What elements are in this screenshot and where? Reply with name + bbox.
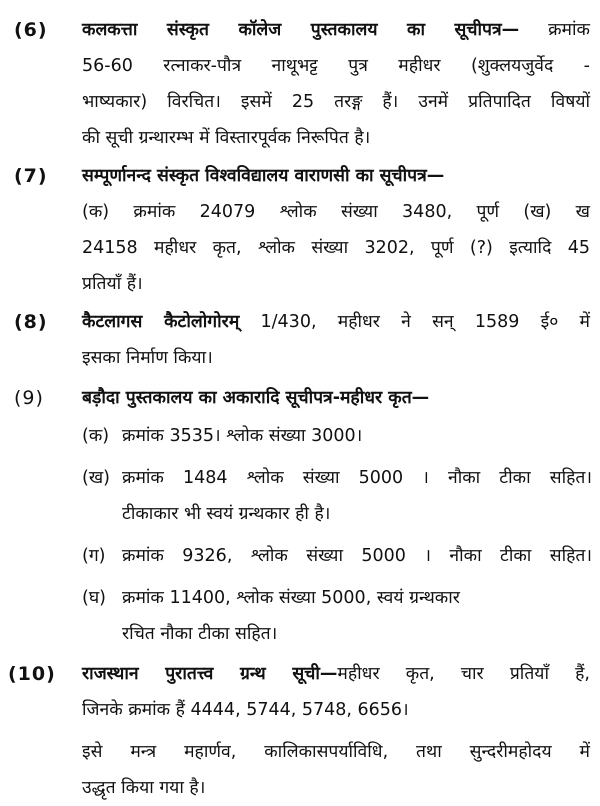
subitem-line: क्रमांक 3535। श्लोक संख्या 3000।	[122, 426, 363, 446]
entry-number: (9)	[14, 387, 44, 409]
subitem-line: रचित नौका टीका सहित।	[122, 624, 278, 644]
entry-line: 56-60 रत्नाकर-पौत्र नाथूभट्ट पुत्र महीधर (शुक्लयजुर्वेद -	[82, 56, 590, 76]
entry-title: कलकत्ता संस्कृत कॉलेज पुस्तकालय का सूचीपत्र—	[82, 20, 520, 40]
entry-line: भाष्यकार) विरचित। इसमें 25 तरङ्ग हैं। उनमें प्रतिपादित विषयों	[82, 92, 590, 112]
subitem-line: टीकाकार भी स्वयं ग्रन्थकार ही है।	[122, 504, 331, 524]
entry-body: कलकत्ता संस्कृत कॉलेज पुस्तकालय का सूचीपत्र— क्रमांक 56-60 रत्नाकर-पौत्र नाथूभट्ट पुत्र महीधर (शुक्लयजुर्वेद - भाष्यकार) विरचित। इसमें 25 तरङ्ग हैं। उनमें प्रतिपादित विषयों की सूची ग्रन्थारम्भ में विस्तारपूर्वक निरूपित है।	[82, 12, 590, 156]
entry-body: राजस्थान पुरातत्त्व ग्रन्थ सूची—महीधर कृत, चार प्रतियाँ हैं, जिनके क्रमांक हैं 4444, 5744, 5748, 6656। इसे मन्त्र महार्णव, कालिकासपर्याविधि, तथा सुन्दरीमहोदय में उद्धृत किया गया है।	[82, 656, 590, 806]
subitem-label: (ख)	[82, 468, 110, 488]
entry-line: इसका निर्माण किया।	[82, 348, 213, 368]
entry-body: कैटलागस कैटोलोगोरम् 1/430, महीधर ने सन् 1589 ई० में इसका निर्माण किया।	[82, 304, 590, 376]
entry-number: (10)	[8, 663, 56, 685]
entry-body	[82, 158, 590, 302]
entry-number: (8)	[14, 311, 48, 333]
subitem-label: (घ)	[82, 588, 106, 608]
entry-title: सम्पूर्णानन्द संस्कृत विश्वविद्यालय वाराणसी का सूचीपत्र—	[82, 166, 445, 186]
entry-title: बड़ौदा पुस्तकालय का अकारादि सूचीपत्र-महीधर कृत—	[82, 388, 430, 408]
entry-line: प्रतियाँ हैं।	[82, 274, 143, 294]
entry-line: 24158 महीधर कृत, श्लोक संख्या 3202, पूर्ण (?) इत्यादि 45	[82, 238, 590, 258]
subitem-line: क्रमांक 9326, श्लोक संख्या 5000 । नौका टीका सहित।	[122, 546, 592, 566]
subitem-label: (ग)	[82, 546, 106, 566]
entry-line: जिनके क्रमांक हैं 4444, 5744, 5748, 6656।	[82, 700, 409, 720]
subitem-line: क्रमांक 11400, श्लोक संख्या 5000, स्वयं ग्रन्थकार	[122, 588, 460, 608]
entry-title: कैटलागस कैटोलोगोरम्	[82, 312, 240, 332]
entry-line: की सूची ग्रन्थारम्भ में विस्तारपूर्वक निरूपित है।	[82, 128, 371, 148]
entry-number: (6)	[14, 19, 48, 41]
subitem-label: (क)	[82, 426, 110, 446]
subitem-line: क्रमांक 1484 श्लोक संख्या 5000 । नौका टीका सहित।	[122, 468, 592, 488]
entry-number: (7)	[14, 165, 48, 187]
entry-line: (क) क्रमांक 24079 श्लोक संख्या 3480, पूर्ण (ख) ख	[82, 202, 590, 222]
paragraph-line: उद्धृत किया गया है।	[82, 778, 206, 798]
entry-title: राजस्थान पुरातत्त्व ग्रन्थ सूची—	[82, 664, 338, 684]
entry-body	[82, 380, 590, 416]
paragraph-line: इसे मन्त्र महार्णव, कालिकासपर्याविधि, तथा सुन्दरीमहोदय में	[82, 742, 590, 762]
